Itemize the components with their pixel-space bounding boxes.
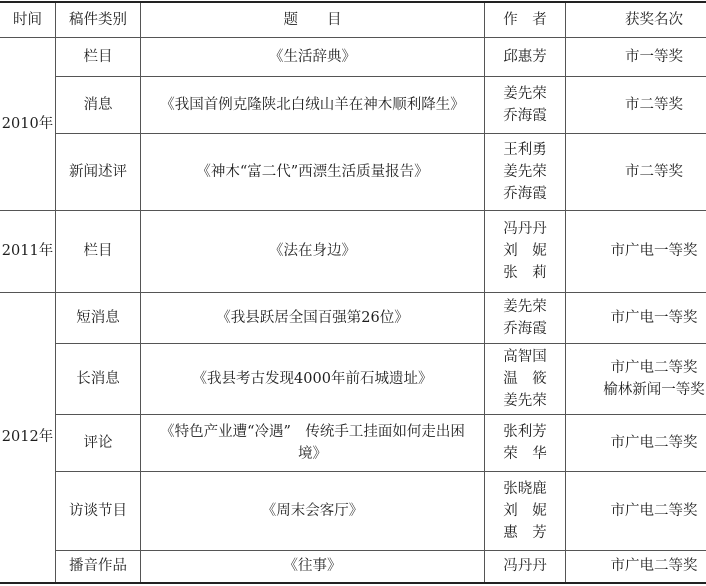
author-name: 王利勇 xyxy=(503,141,547,158)
category-cell xyxy=(56,210,141,292)
title-text: 《我国首例克隆陕北白绒山羊在神木顺利降生》 xyxy=(160,96,465,113)
year-cell xyxy=(0,37,56,210)
table-row xyxy=(0,471,706,550)
title-text: 《特色产业遭“冷遇” 传统手工挂面如何走出困境》 xyxy=(160,423,465,462)
award-name: 市广电一等奖 xyxy=(610,243,698,259)
author-cell xyxy=(485,292,566,343)
category-label: 新闻述评 xyxy=(69,163,127,180)
author-cell xyxy=(485,76,566,133)
title-cell xyxy=(141,471,485,550)
table-row xyxy=(0,550,706,583)
table-row xyxy=(0,210,706,292)
table-row xyxy=(0,292,706,343)
category-label: 播音作品 xyxy=(69,558,127,575)
award-cell xyxy=(566,37,706,76)
header-category: 稿件类别 xyxy=(56,2,141,37)
title-text: 《生活辞典》 xyxy=(269,48,356,65)
author-cell xyxy=(485,133,566,210)
table-row xyxy=(0,343,706,414)
award-cell xyxy=(566,550,706,583)
table-body xyxy=(0,37,706,583)
year-label: 2010年 xyxy=(1,115,54,132)
title-cell xyxy=(141,414,485,471)
award-name: 市二等奖 xyxy=(625,163,683,180)
award-cell xyxy=(566,210,706,292)
award-name: 市广电一等奖 xyxy=(610,309,698,326)
award-name: 榆林新闻一等奖 xyxy=(603,381,705,398)
category-label: 长消息 xyxy=(76,370,120,387)
author-name: 刘 妮 xyxy=(503,502,547,519)
author-name: 高智国 xyxy=(503,348,547,365)
author-name: 乔海霞 xyxy=(503,320,547,337)
title-cell xyxy=(141,76,485,133)
author-cell xyxy=(485,37,566,76)
award-cell xyxy=(566,471,706,550)
author-name: 乔海霞 xyxy=(503,107,547,124)
title-text: 《我县考古发现4000年前石城遗址》 xyxy=(192,370,433,387)
author-name: 姜先荣 xyxy=(503,298,547,315)
year-cell xyxy=(0,210,56,292)
title-text: 《神木“富二代”西漂生活质量报告》 xyxy=(196,163,429,180)
author-cell xyxy=(485,471,566,550)
author-cell xyxy=(485,210,566,292)
title-cell xyxy=(141,133,485,210)
author-name: 乔海霞 xyxy=(503,185,547,202)
category-cell xyxy=(56,550,141,583)
author-cell xyxy=(485,414,566,471)
category-cell xyxy=(56,292,141,343)
title-cell xyxy=(141,210,485,292)
author-cell xyxy=(485,343,566,414)
title-text: 《法在身边》 xyxy=(269,243,356,259)
table-row xyxy=(0,133,706,210)
title-cell xyxy=(141,37,485,76)
year-cell xyxy=(0,292,56,583)
awards-table xyxy=(0,1,706,584)
award-cell xyxy=(566,292,706,343)
author-name: 冯丹丹 xyxy=(503,558,547,575)
category-label: 短消息 xyxy=(76,309,120,326)
category-cell xyxy=(56,471,141,550)
category-cell xyxy=(56,343,141,414)
award-name: 市广电二等奖 xyxy=(610,434,698,451)
category-cell xyxy=(56,37,141,76)
author-name: 邱惠芳 xyxy=(503,48,547,65)
category-cell xyxy=(56,414,141,471)
author-name: 刘 妮 xyxy=(503,243,547,259)
award-name: 市二等奖 xyxy=(625,96,683,113)
header-author: 作 者 xyxy=(485,2,566,37)
category-cell xyxy=(56,76,141,133)
category-label: 栏目 xyxy=(83,243,113,259)
author-name: 姜先荣 xyxy=(503,163,547,180)
title-text: 《我县跃居全国百强第26位》 xyxy=(216,309,409,326)
award-name: 市广电二等奖 xyxy=(610,359,698,376)
award-name: 市广电二等奖 xyxy=(610,558,698,575)
award-name: 市广电二等奖 xyxy=(610,502,698,519)
author-name: 冯丹丹 xyxy=(503,221,547,237)
author-name: 张 莉 xyxy=(503,265,547,281)
award-name: 市一等奖 xyxy=(625,48,683,65)
title-cell xyxy=(141,292,485,343)
category-label: 访谈节目 xyxy=(69,502,127,519)
table-row xyxy=(0,76,706,133)
award-cell xyxy=(566,76,706,133)
title-cell xyxy=(141,343,485,414)
award-cell xyxy=(566,343,706,414)
author-name: 张晓鹿 xyxy=(503,480,547,497)
author-name: 荣 华 xyxy=(503,445,547,462)
category-cell xyxy=(56,133,141,210)
year-label: 2011年 xyxy=(1,243,54,259)
award-cell xyxy=(566,414,706,471)
table-row xyxy=(0,414,706,471)
header-title: 题 目 xyxy=(141,2,485,37)
title-cell xyxy=(141,550,485,583)
category-label: 栏目 xyxy=(83,48,113,65)
header-award: 获奖名次 xyxy=(566,2,706,37)
table-header xyxy=(0,2,706,37)
category-label: 评论 xyxy=(83,434,113,451)
year-label: 2012年 xyxy=(1,429,54,446)
author-name: 温 筱 xyxy=(503,370,547,387)
table-row xyxy=(0,37,706,76)
author-name: 张利芳 xyxy=(503,423,547,440)
header-row xyxy=(0,2,706,37)
author-name: 姜先荣 xyxy=(503,85,547,102)
title-text: 《周末会客厅》 xyxy=(261,502,364,519)
title-text: 《往事》 xyxy=(283,558,342,575)
header-time: 时间 xyxy=(0,2,56,37)
author-name: 惠 芳 xyxy=(503,524,547,541)
award-cell xyxy=(566,133,706,210)
category-label: 消息 xyxy=(83,96,113,113)
author-cell xyxy=(485,550,566,583)
author-name: 姜先荣 xyxy=(503,392,547,409)
